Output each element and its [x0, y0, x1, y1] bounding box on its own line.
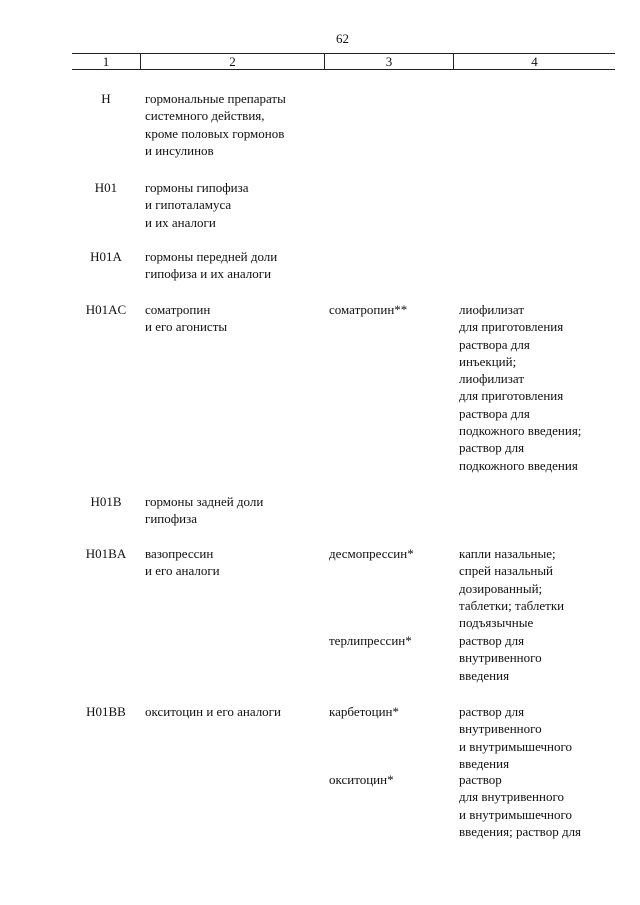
- dosage-form-line: и внутримышечного: [459, 738, 573, 754]
- dosage-form: [459, 632, 619, 684]
- group-name-line: гормоны передней доли: [145, 249, 278, 264]
- dosage-form: [459, 771, 619, 840]
- dosage-form-line: введения: [459, 667, 510, 683]
- drug-name: [329, 632, 449, 649]
- group-name-line: окситоцин и его аналоги: [145, 704, 281, 719]
- dosage-form-line: подкожного введения;: [459, 423, 582, 439]
- header-col-2: 2: [229, 54, 236, 69]
- group-name-line: и их аналоги: [145, 214, 216, 230]
- group-name-line: и инсулинов: [145, 142, 214, 158]
- dosage-form-line: раствор для: [459, 704, 525, 719]
- drug-name: [329, 703, 449, 720]
- group-name: [145, 301, 320, 336]
- group-name: [145, 248, 320, 283]
- dosage-form-line: спрей назальный: [459, 563, 554, 579]
- header-col-1: 1: [102, 54, 110, 69]
- header-col-4: 4: [531, 54, 538, 69]
- dosage-form-line: дозированный;: [459, 580, 543, 596]
- group-name-line: гормоны гипофиза: [145, 180, 249, 195]
- group-name-line: кроме половых гормонов: [145, 125, 285, 141]
- group-name-line: вазопрессин: [145, 546, 214, 561]
- dosage-form-line: раствора для: [459, 405, 530, 421]
- dosage-form-line: раствор для: [459, 440, 525, 456]
- dosage-form: [459, 301, 619, 474]
- group-name-line: гормональные препараты: [145, 91, 286, 106]
- dosage-form-line: и внутримышечного: [459, 806, 573, 822]
- page-number: 62: [336, 31, 349, 46]
- group-name: [145, 493, 320, 528]
- group-name: [145, 703, 320, 720]
- group-name-line: гипофиза: [145, 511, 198, 527]
- atc-code: H01BB: [86, 704, 126, 719]
- dosage-form-line: лиофилизат: [459, 302, 525, 317]
- group-name-line: и его аналоги: [145, 563, 220, 579]
- group-name: [145, 545, 320, 580]
- group-name-line: и его агонисты: [145, 319, 228, 335]
- atc-code: H01B: [90, 494, 122, 509]
- group-name-line: и гипоталамуса: [145, 197, 232, 213]
- dosage-form-line: лиофилизат: [459, 371, 525, 387]
- drug-name-line: десмопрессин*: [329, 546, 414, 561]
- dosage-form-line: подкожного введения: [459, 457, 578, 473]
- atc-code: H01BA: [85, 546, 127, 561]
- header-col-3: 3: [385, 54, 393, 69]
- group-name-line: системного действия,: [145, 108, 265, 124]
- dosage-form-line: внутривенного: [459, 650, 542, 666]
- atc-code: H01: [94, 180, 118, 195]
- dosage-form-line: для внутривенного: [459, 789, 564, 805]
- dosage-form-line: для приготовления: [459, 388, 564, 404]
- drug-name: [329, 771, 449, 788]
- atc-code: H01AC: [85, 302, 127, 317]
- group-name-line: гипофиза и их аналоги: [145, 266, 272, 282]
- dosage-form-line: раствора для: [459, 336, 530, 352]
- dosage-form: [459, 703, 619, 772]
- drug-name: [329, 301, 449, 318]
- drug-name-line: окситоцин*: [329, 772, 394, 787]
- drug-name: [329, 545, 449, 562]
- dosage-form-line: таблетки; таблетки: [459, 597, 565, 613]
- dosage-form-line: раствор для: [459, 633, 525, 648]
- dosage-form-line: капли назальные;: [459, 546, 556, 561]
- drug-name-line: терлипрессин*: [329, 633, 412, 648]
- dosage-form: [459, 545, 619, 631]
- dosage-form-line: введения: [459, 755, 510, 771]
- drug-name-line: карбетоцин*: [329, 704, 399, 719]
- atc-code: H01A: [90, 249, 122, 264]
- dosage-form-line: раствор: [459, 772, 502, 787]
- group-name-line: соматропин: [145, 302, 211, 317]
- drug-name-line: соматропин**: [329, 302, 408, 317]
- table-header: [72, 53, 615, 70]
- group-name: [145, 179, 320, 231]
- group-name-line: гормоны задней доли: [145, 494, 264, 509]
- dosage-form-line: подъязычные: [459, 615, 534, 631]
- atc-code: H: [101, 91, 111, 106]
- dosage-form-line: инъекций;: [459, 353, 517, 369]
- dosage-form-line: введения; раствор для: [459, 823, 582, 839]
- dosage-form-line: для приготовления: [459, 319, 564, 335]
- dosage-form-line: внутривенного: [459, 721, 542, 737]
- group-name: [145, 90, 320, 159]
